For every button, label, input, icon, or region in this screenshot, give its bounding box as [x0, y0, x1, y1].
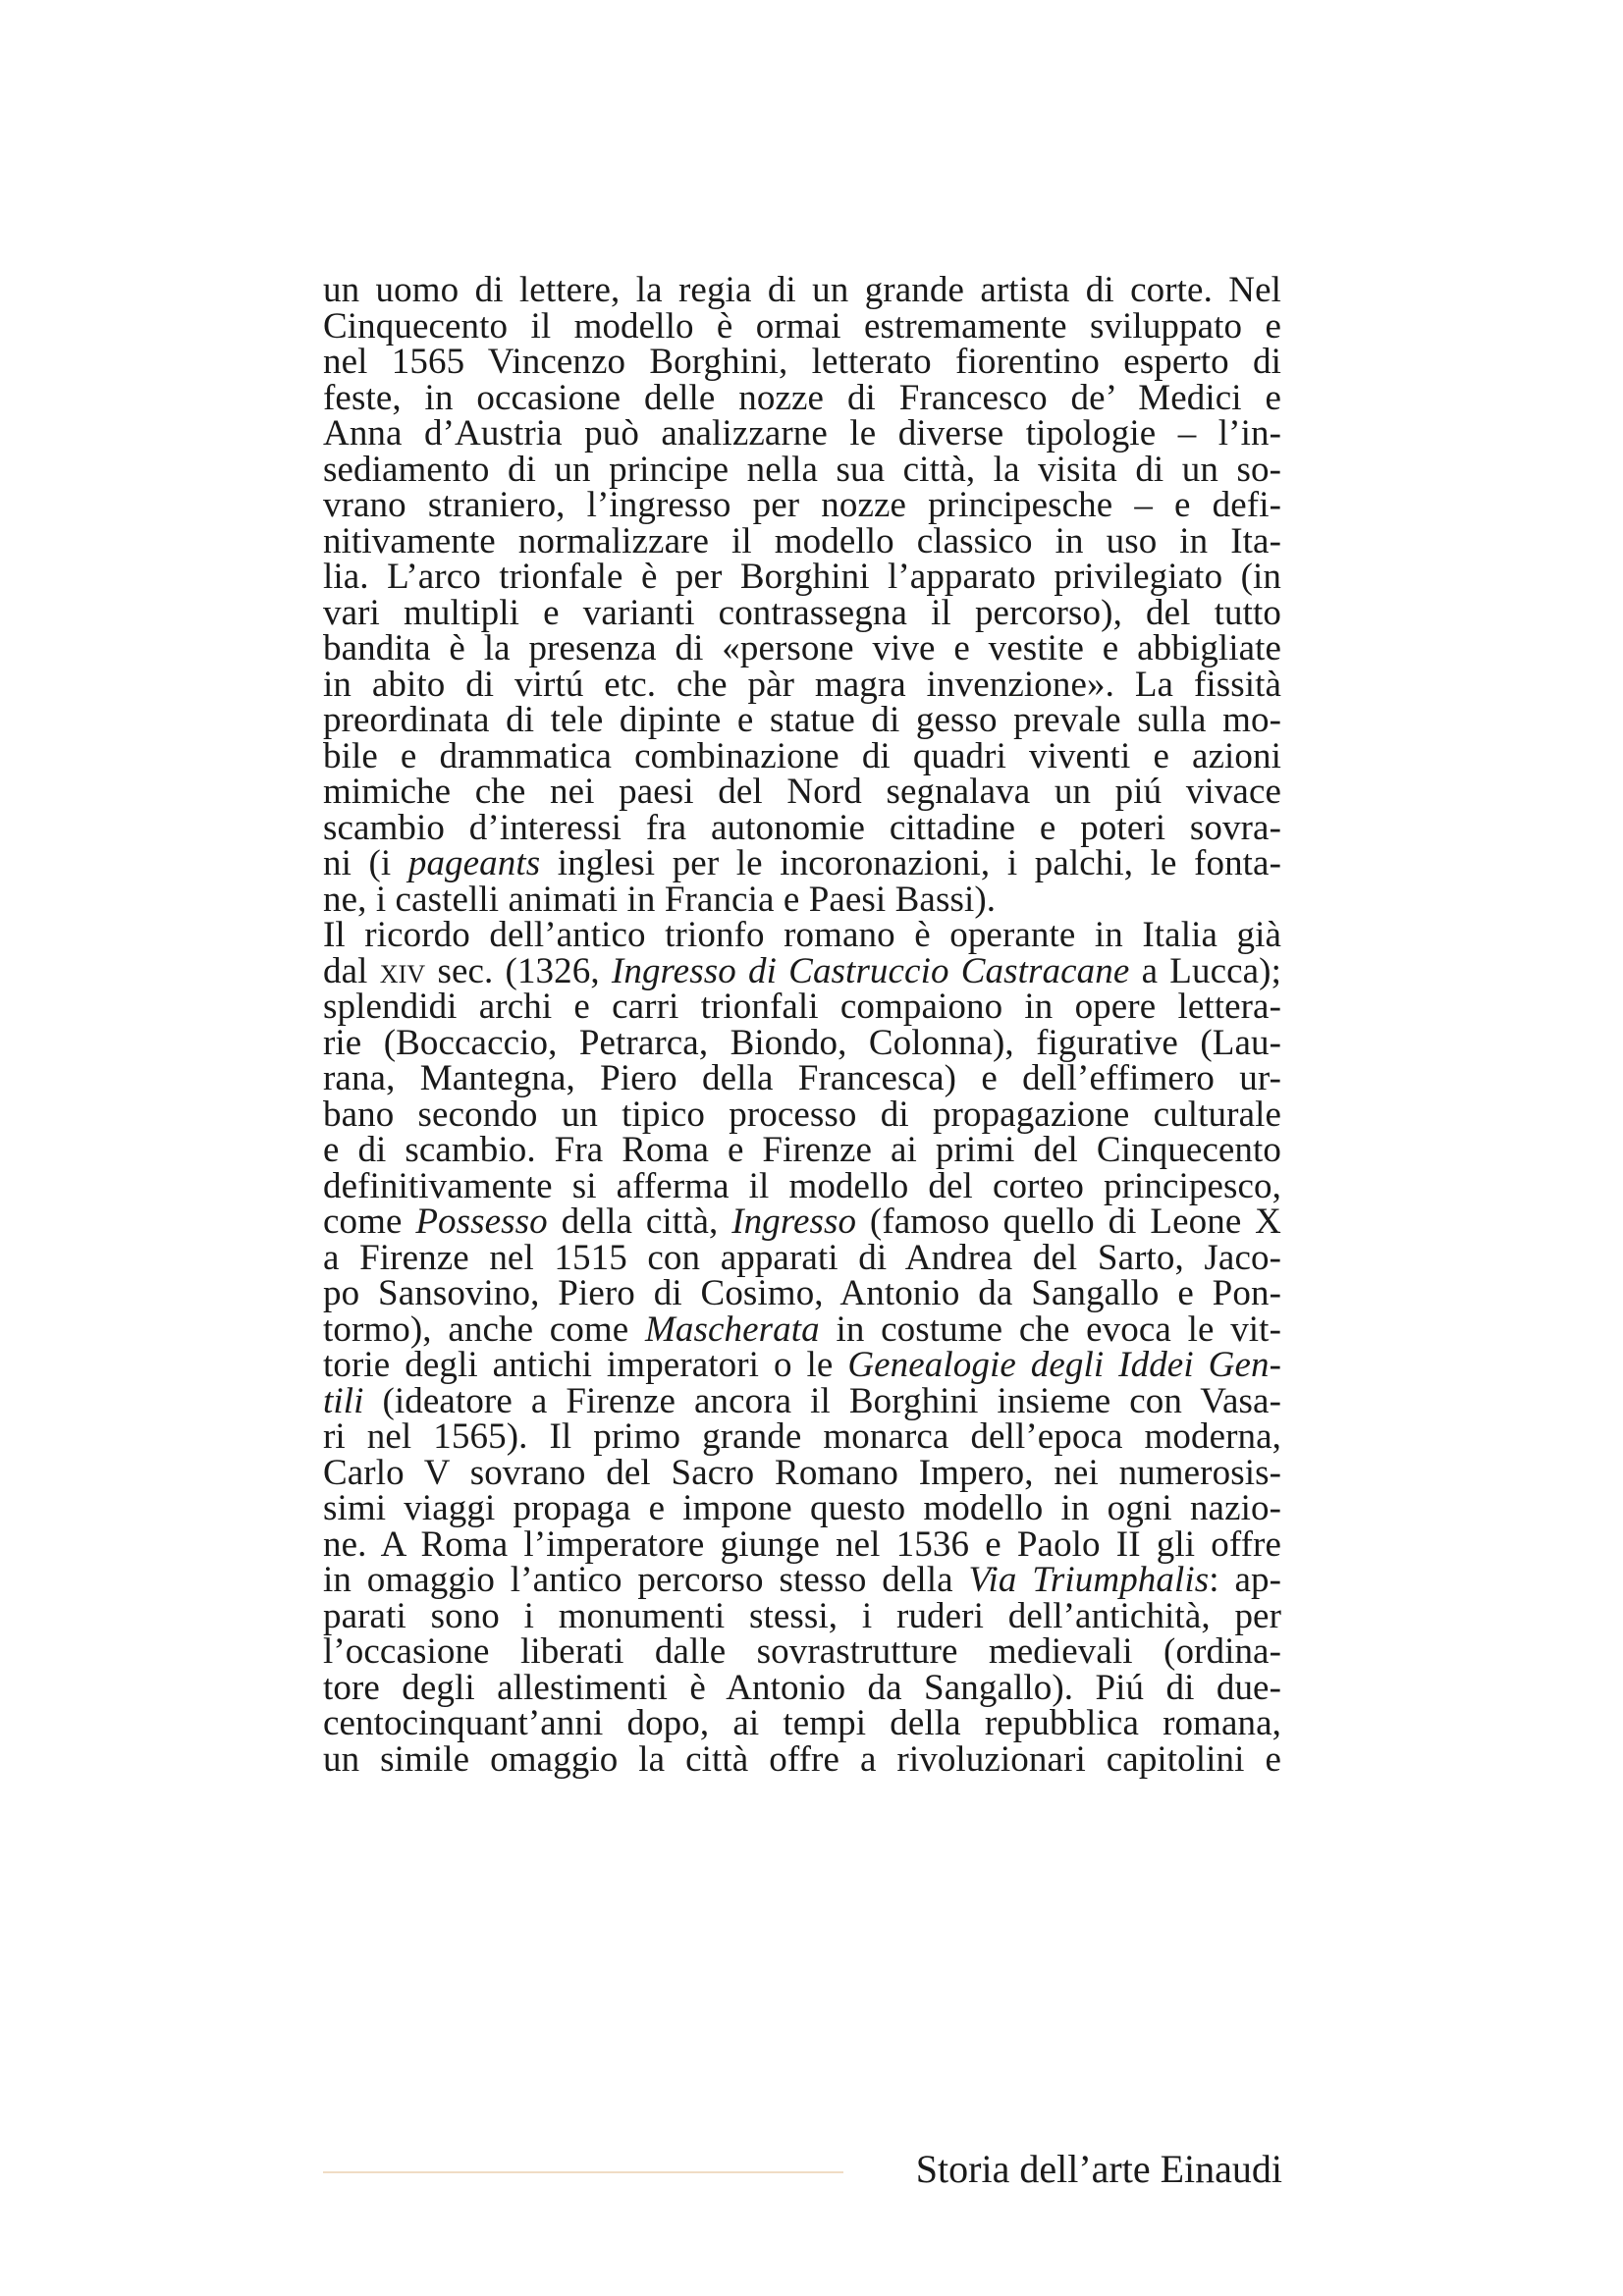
text-segment: ne, i castelli animati in Francia e Paesi Bassi).	[323, 879, 997, 920]
text-segment: rana, Mantegna, Piero della Francesca) e dell’effimero ur-	[323, 1058, 1281, 1098]
text-segment: Carlo V sovrano del Sacro Romano Impero, nei numerosis-	[323, 1452, 1281, 1493]
text-line	[323, 879, 1281, 920]
text-line	[323, 592, 1281, 633]
text-line	[323, 700, 1281, 740]
italic-text: Genealogie degli Iddei Gen-	[847, 1345, 1281, 1385]
text-line	[323, 1703, 1281, 1743]
text-line	[323, 1165, 1281, 1206]
text-line	[323, 270, 1281, 310]
text-line	[323, 915, 1281, 955]
text-segment: bile e drammatica combinazione di quadri viventi e azioni	[323, 735, 1281, 776]
text-line	[323, 1631, 1281, 1672]
text-segment: come	[323, 1201, 416, 1242]
text-line	[323, 1308, 1281, 1350]
italic-text: pageants	[407, 843, 541, 883]
italic-text: Ingresso di Castruccio Castracane	[611, 950, 1130, 991]
text-segment: : ap-	[1209, 1560, 1282, 1600]
text-line	[323, 989, 1281, 1026]
text-segment: bano secondo un tipico processo di propagazione culturale	[323, 1094, 1281, 1135]
text-line	[323, 807, 1281, 848]
text-line	[323, 1416, 1281, 1457]
text-line	[323, 305, 1281, 347]
text-segment: rie (Boccaccio, Petrarca, Biondo, Colonna), figurative (Lau-	[323, 1022, 1281, 1063]
text-line	[323, 342, 1281, 382]
text-line	[323, 843, 1282, 883]
text-segment: Anna d’Austria può analizzarne le diverse tipologie – l’in-	[323, 413, 1281, 454]
text-line	[323, 1452, 1281, 1493]
text-line	[323, 557, 1281, 597]
text-segment: in costume che evoca le vit-	[819, 1308, 1281, 1350]
text-segment: scambio d’interessi fra autonomie cittadine e poteri sovra-	[323, 807, 1281, 848]
text-line	[323, 1022, 1281, 1063]
text-segment: simi viaggi propaga e impone questo modello in ogni nazio-	[323, 1488, 1281, 1528]
text-segment: preordinata di tele dipinte e statue di gesso prevale sulla mo-	[323, 700, 1281, 740]
text-segment: un uomo di lettere, la regia di un grande artista di corte. Nel	[323, 270, 1281, 310]
text-line	[323, 1237, 1281, 1278]
text-segment: feste, in occasione delle nozze di Francesco de’ Medici e	[323, 377, 1281, 418]
text-line	[323, 774, 1281, 811]
text-segment: a Firenze nel 1515 con apparati di Andrea del Sarto, Jaco-	[323, 1237, 1281, 1278]
text-segment: Cinquecento il modello è ormai estremamente sviluppato e	[323, 305, 1281, 347]
small-caps-text: xiv	[379, 950, 426, 991]
text-line	[323, 1488, 1281, 1528]
text-line	[323, 1201, 1281, 1242]
text-segment: e di scambio. Fra Roma e Firenze ai primi del Cinquecento	[323, 1130, 1281, 1170]
text-segment: inglesi per le incoronazioni, i palchi, le fonta-	[540, 843, 1282, 883]
text-segment: in abito di virtú etc. che pàr magra invenzione». La fissità	[323, 664, 1281, 705]
text-line	[323, 1273, 1281, 1313]
text-segment: della città,	[547, 1201, 732, 1242]
text-line	[323, 413, 1281, 454]
text-segment: ne. A Roma l’imperatore giunge nel 1536 e Paolo II gli offre	[323, 1523, 1281, 1565]
text-segment: in omaggio l’antico percorso stesso della	[323, 1560, 969, 1600]
text-segment: l’occasione liberati dalle sovrastrutture medievali (ordina-	[323, 1631, 1281, 1672]
text-segment: vrano straniero, l’ingresso per nozze principesche – e defi-	[323, 485, 1281, 525]
text-segment: centocinquant’anni dopo, ai tempi della repubblica romana,	[323, 1703, 1281, 1743]
text-segment: bandita è la presenza di «persone vive e vestite e abbigliate	[323, 628, 1281, 668]
text-line	[323, 485, 1281, 525]
text-segment: ni (i	[323, 843, 408, 883]
text-line	[323, 1523, 1281, 1565]
italic-text: Possesso	[415, 1201, 548, 1242]
text-line	[323, 1380, 1281, 1421]
text-line	[323, 377, 1281, 418]
text-segment: (famoso quello di Leone X	[856, 1201, 1281, 1242]
footer-title: Storia dell’arte Einaudi	[915, 2147, 1282, 2191]
italic-text: Mascherata	[645, 1308, 820, 1350]
text-line	[323, 1667, 1281, 1708]
text-segment: a Lucca);	[1129, 950, 1281, 991]
text-line	[323, 735, 1281, 776]
text-segment: nel 1565 Vincenzo Borghini, letterato fiorentino esperto di	[323, 342, 1281, 382]
text-segment: mimiche che nei paesi del Nord segnalava un piú vivace	[323, 772, 1281, 812]
text-segment: tore degli allestimenti è Antonio da Sangallo). Piú di due-	[323, 1667, 1281, 1708]
text-segment: Il ricordo dell’antico trionfo romano è operante in Italia già	[323, 915, 1281, 955]
text-segment: un simile omaggio la città offre a rivoluzionari capitolini e	[323, 1738, 1281, 1780]
text-line	[323, 520, 1281, 561]
text-line	[323, 1130, 1281, 1170]
text-line	[323, 664, 1281, 705]
text-segment: parati sono i monumenti stessi, i ruderi dell’antichità, per	[323, 1595, 1281, 1636]
italic-text: Via Triumphalis	[968, 1560, 1210, 1600]
text-segment: dal	[323, 950, 380, 991]
text-segment: ri nel 1565). Il primo grande monarca dell’epoca moderna,	[323, 1416, 1281, 1457]
text-line	[323, 950, 1281, 991]
text-line	[323, 1560, 1282, 1600]
text-segment: sediamento di un principe nella sua città, la visita di un so-	[323, 449, 1281, 490]
body-text	[323, 270, 1282, 1780]
text-segment: lia. L’arco trionfale è per Borghini l’apparato privilegiato (in	[323, 557, 1281, 597]
italic-text: tili	[323, 1380, 364, 1421]
text-segment: torie degli antichi imperatori o le	[323, 1345, 848, 1385]
text-segment: nitivamente normalizzare il modello classico in uso in Ita-	[323, 520, 1281, 561]
text-line	[323, 1094, 1281, 1135]
text-segment: po Sansovino, Piero di Cosimo, Antonio da Sangallo e Pon-	[323, 1273, 1281, 1313]
text-line	[323, 449, 1281, 490]
text-line	[323, 1345, 1281, 1385]
text-line	[323, 628, 1281, 668]
text-segment: vari multipli e varianti contrassegna il percorso), del tutto	[323, 592, 1281, 633]
text-segment: tormo), anche come	[323, 1308, 646, 1350]
text-segment: splendidi archi e carri trionfali compaiono in opere lettera-	[323, 987, 1281, 1027]
text-segment: sec. (1326,	[425, 950, 612, 991]
footer-rule	[323, 2171, 843, 2173]
text-line	[323, 1738, 1281, 1780]
text-segment: (ideatore a Firenze ancora il Borghini insieme con Vasa-	[363, 1380, 1281, 1421]
text-segment: definitivamente si afferma il modello del corteo principesco,	[323, 1165, 1281, 1206]
text-line	[323, 1058, 1281, 1098]
text-line	[323, 1595, 1281, 1636]
italic-text: Ingresso	[731, 1201, 857, 1242]
